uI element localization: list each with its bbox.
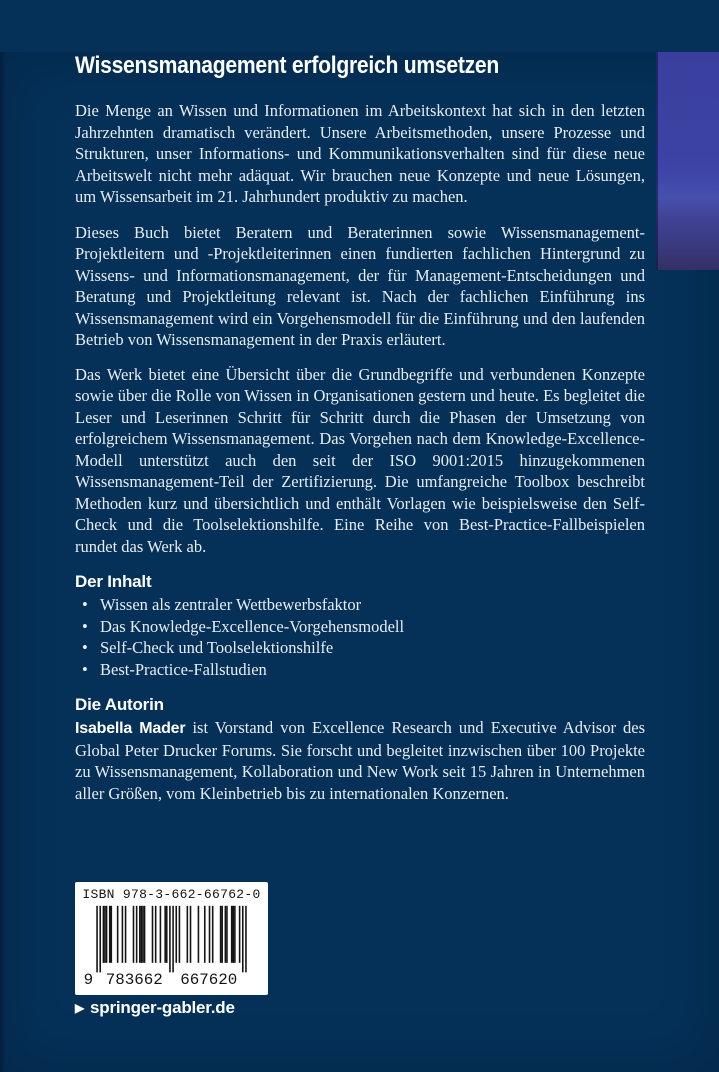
book-title xyxy=(75,52,645,80)
publisher-line xyxy=(75,998,235,1018)
inhalt-item: • Das Knowledge-Excellence-Vorgehensmodell xyxy=(75,616,645,638)
blurb-paragraph-2: Dieses Buch bietet Beratern und Beraterinnen sowie Wissensmanagement-Projektleitern und -Projektleiterinnen einen fundierten fachlichen Hintergrund zu Wissens- und Informationsmanagement, der für Management-Entscheidungen und Beratung und Projektleitung relevant ist. Nach der fachlichen Einführung ins Wissensmanagement wird ein Vorgehensmodell für die Einführung und den laufenden Betrieb von Wissensmanagement in der Praxis erläutert. xyxy=(75,222,645,349)
isbn-label: ISBN 978-3-662-66762-0 xyxy=(82,887,261,902)
inhalt-item: • Self-Check und Toolselektionshilfe xyxy=(75,637,645,659)
isbn-barcode-box xyxy=(75,882,268,995)
author-name: Isabella Mader xyxy=(75,720,186,737)
author-bio-paragraph xyxy=(75,717,645,804)
cover-text-block xyxy=(0,52,719,804)
author-bio-text: ist Vorstand von Excellence Research und Executive Advisor des Global Peter Drucker Forums. Sie forscht und begleitet inzwischen über 100 Projekte zu Wissensmanagement, Kollaboration und New Work seit 15 Jahren in Unternehmen aller Größen, vom Kleinbetrieb bis zu internationalen Konzernen. xyxy=(75,718,646,803)
ean-first-digit: 9 xyxy=(83,971,94,990)
blurb-paragraph-1: Die Menge an Wissen und Informationen im Arbeitskontext hat sich in den letzten Jahrzehnten dramatisch verändert. Unsere Arbeitsmethoden, unsere Prozesse und Strukturen, unser Informations- und Kommunikationsverhalten sind für diese neue Arbeitswelt nicht mehr adäquat. Wir brauchen neue Konzepte und neue Lösungen, um Wissensarbeit im 21. Jahrhundert produktiv zu machen. xyxy=(75,101,645,206)
book-back-cover xyxy=(0,52,719,1072)
arrow-right-icon: ▶ xyxy=(75,1001,85,1015)
ean-left-group: 783662 xyxy=(105,971,163,990)
publisher-url: springer-gabler.de xyxy=(90,998,235,1017)
inhalt-item: • Best-Practice-Fallstudien xyxy=(75,659,645,681)
ean-right-group: 667620 xyxy=(180,971,238,990)
blurb-paragraph-3: Das Werk bietet eine Übersicht über die Grundbegriffe und verbundenen Konzepte sowie über die Rolle von Wissen in Organisationen gestern und heute. Es begleitet die Leser und Leserinnen Schritt für Schritt durch die Phasen der Umsetzung von erfolgreichem Wissensmanagement. Das Vorgehen nach dem Knowledge-Excellence-Modell unterstützt auch den seit der ISO 9001:2015 hinzugekommenen Wissensmanagement-Teil der Zertifizierung. Die umfangreiche Toolbox beschreibt Methoden kurz und übersichtlich und enthält Vorlagen wie beispielsweise den Self-Check und die Toolselektionshilfe. Eine Reihe von Best-Practice-Fallbeispielen rundet das Werk ab. xyxy=(75,364,645,556)
inhalt-list xyxy=(75,594,645,680)
ean13-barcode xyxy=(82,904,261,990)
autorin-heading: Die Autorin xyxy=(75,695,164,714)
book-title-text: Wissensmanagement erfolgreich umsetzen xyxy=(75,52,500,79)
inhalt-item: • Wissen als zentraler Wettbewerbsfaktor xyxy=(75,594,645,616)
inhalt-heading: Der Inhalt xyxy=(75,572,152,591)
